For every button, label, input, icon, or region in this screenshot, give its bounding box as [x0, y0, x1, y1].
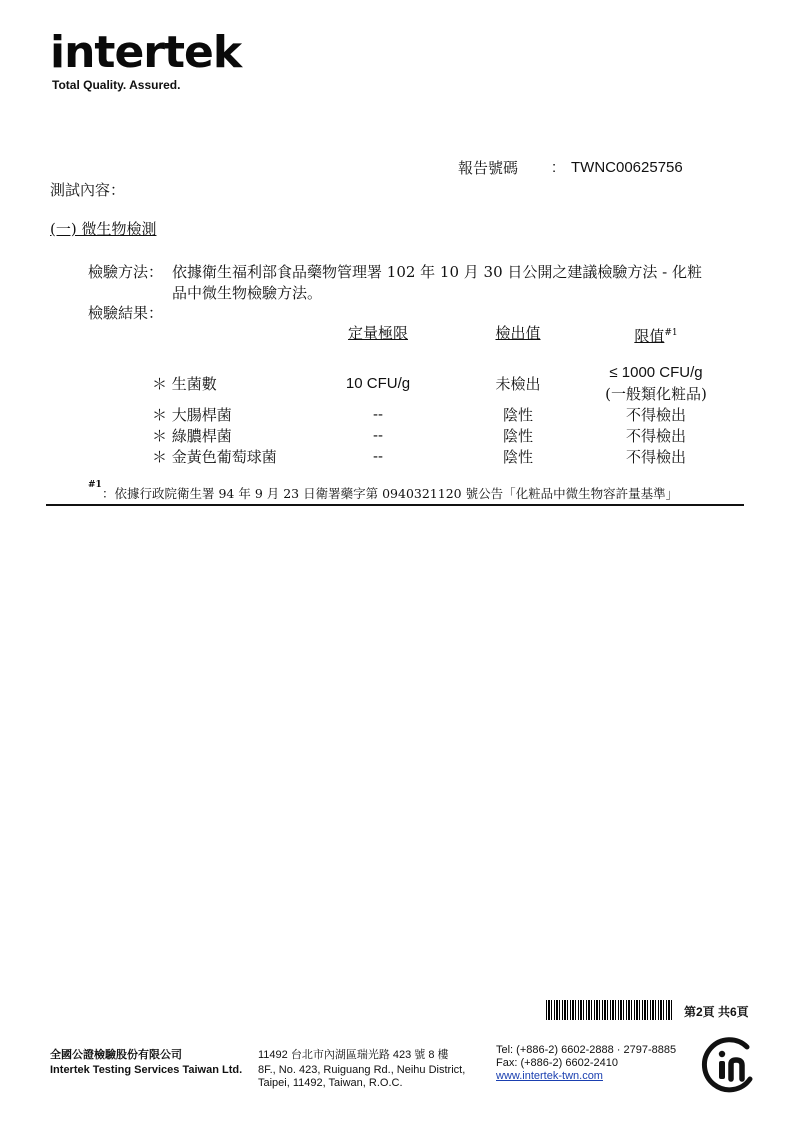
header-result: 檢出值 [495, 324, 541, 342]
row-1-item: ＊ 生菌數 [152, 375, 217, 393]
row-4-result: 陰性 [502, 448, 533, 466]
footnote-text: ：依據行政院衛生署 94 年 9 月 23 日衛署藥字第 0940321120 號公告「化粧品中微生物容許量基準」 [102, 486, 679, 501]
address-zh: 11492 台北市內湖區瑞光路 423 號 8 樓 [258, 1049, 449, 1061]
row-4-loq: -- [373, 448, 383, 465]
website-link[interactable]: www.intertek-twn.com [496, 1070, 603, 1082]
row-2-loq: -- [373, 406, 383, 423]
method-label: 檢驗方法： [88, 263, 164, 281]
report-number-label: 報告號碼 [458, 159, 519, 177]
row-3-result: 陰性 [502, 427, 533, 445]
row-3-item: ＊ 綠膿桿菌 [152, 427, 232, 445]
row-4-item: ＊ 金黃色葡萄球菌 [152, 448, 277, 466]
section-title: (一) 微生物檢測 [50, 220, 157, 238]
footnote-mark: #1 [88, 480, 102, 490]
row-1-loq: 10 CFU/g [345, 375, 411, 392]
method-line-1: 依據衛生福利部食品藥物管理署 102 年 10 月 30 日公開之建議檢驗方法 - 化粧 [172, 263, 703, 281]
row-1-limit: ≤ 1000 CFU/g [609, 364, 703, 381]
result-label: 檢驗結果： [88, 304, 164, 322]
header-limit-sup: #1 [664, 328, 678, 338]
method-line-2: 品中微生物檢驗方法。 [172, 284, 323, 302]
barcode [546, 1000, 674, 1020]
intertek-brand-mark-icon [700, 1034, 760, 1094]
row-2-result: 陰性 [502, 406, 533, 424]
row-1-result: 未檢出 [495, 375, 541, 393]
header-limit [596, 323, 716, 346]
company-name-en: Intertek Testing Services Taiwan Ltd. [50, 1064, 243, 1076]
row-4-limit: 不得檢出 [625, 448, 686, 466]
address-en-line-2: Taipei, 11492, Taiwan, R.O.C. [258, 1077, 403, 1089]
report-number-value: TWNC00625756 [571, 159, 683, 176]
fax: Fax: (+886-2) 6602-2410 [496, 1057, 618, 1069]
header-loq: 定量極限 [347, 324, 408, 342]
intertek-logo: intertek [50, 27, 242, 78]
row-3-limit: 不得檢出 [625, 427, 686, 445]
row-2-limit: 不得檢出 [625, 406, 686, 424]
company-name-zh: 全國公證檢驗股份有限公司 [50, 1049, 182, 1061]
row-1-limit-note: (一般類化粧品) [605, 385, 707, 403]
address-en-line-1: 8F., No. 423, Ruiguang Rd., Neihu District, [258, 1064, 466, 1076]
tel: Tel: (+886-2) 6602-2888 · 2797-8885 [496, 1044, 677, 1056]
test-content-label: 測試內容： [50, 181, 126, 199]
logo-tagline: Total Quality. Assured. [52, 78, 181, 92]
page-info: 第2頁 共6頁 [684, 1005, 749, 1019]
section-divider [46, 504, 744, 506]
row-2-item: ＊ 大腸桿菌 [152, 406, 232, 424]
row-3-loq: -- [373, 427, 383, 444]
report-number-sep: : [552, 159, 557, 176]
header-limit-text: 限值 [634, 327, 665, 345]
